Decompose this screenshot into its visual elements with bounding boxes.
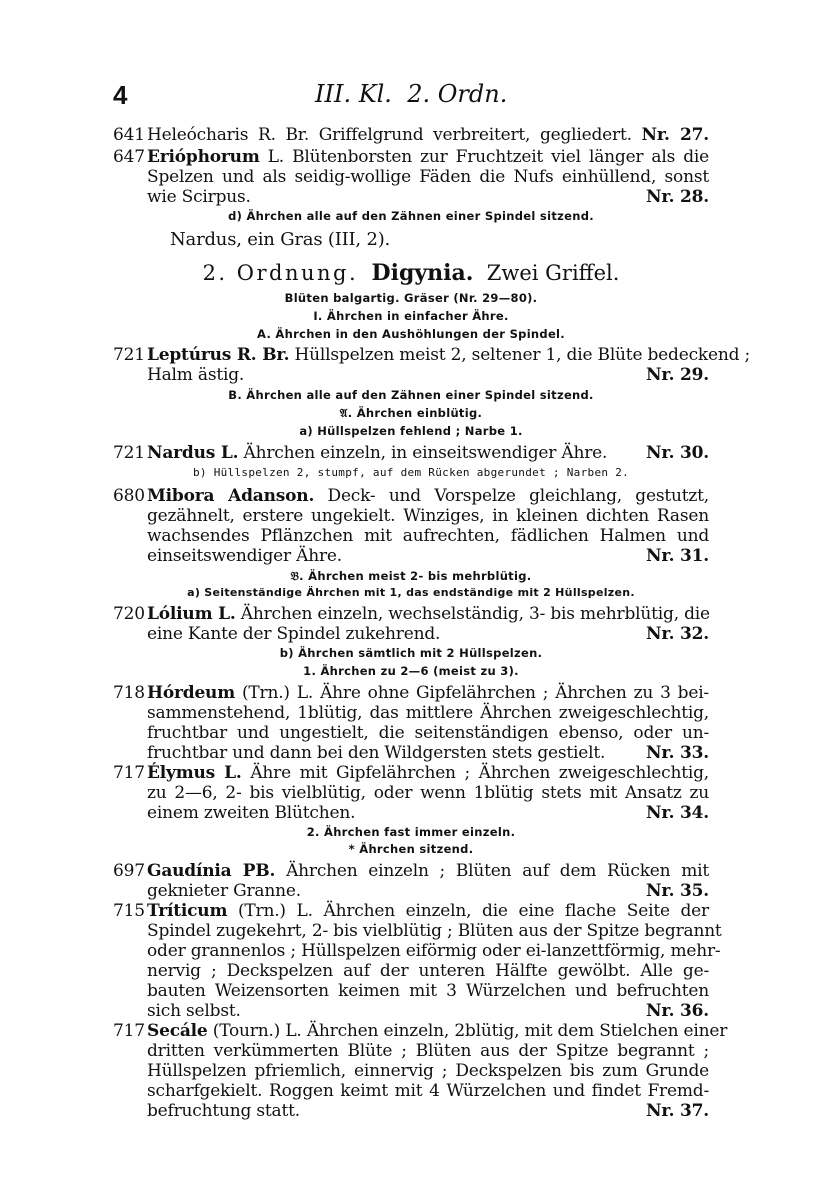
cross-reference: Nr. 36. bbox=[646, 1001, 709, 1021]
text-line: Spindel zugekehrt, 2- bis vielblütig ; Blüten aus der Spitze begrannt bbox=[147, 921, 722, 941]
genus-name: Nardus L. bbox=[147, 443, 239, 463]
entry-number: 715 bbox=[113, 901, 145, 921]
running-title: III. Kl. 2. Ordn. bbox=[315, 80, 508, 108]
text-line: dritten verkümmerten Blüte ; Blüten aus der Spitze begrannt ; bbox=[147, 1041, 709, 1061]
genus-author: L. bbox=[267, 147, 284, 167]
key-heading: 𝔅. Ährchen meist 2- bis mehrblütig. bbox=[290, 569, 532, 583]
text-line: sammenstehend, 1blütig, das mittlere Ährchen zweigeschlechtig, bbox=[147, 703, 709, 723]
text-line: gezähnelt, erstere ungekielt. Winziges, in kleinen dichten Rasen bbox=[147, 506, 709, 526]
entry-gaudinia: 697 Gaudínia PB. Ährchen einzeln ; Blüten auf dem Rücken mit bbox=[113, 861, 709, 881]
page-number: 4 bbox=[113, 80, 128, 110]
key-heading: d) Ährchen alle auf den Zähnen einer Spindel sitzend. bbox=[228, 209, 594, 223]
entry-eriophorum: 647 Erióphorum L. Blütenborsten zur Fruchtzeit viel länger als die bbox=[113, 147, 709, 167]
text-line: bauten Weizensorten keimen mit 3 Würzelchen und befruchten bbox=[147, 981, 709, 1001]
text-line: zu 2—6, 2- bis vielblütig, oder wenn 1blütig stets mit Ansatz zu bbox=[147, 783, 709, 803]
cross-reference: Nr. 28. bbox=[646, 187, 709, 207]
key-heading: a) Hüllspelzen fehlend ; Narbe 1. bbox=[299, 424, 523, 438]
entry-secale: 717 Secále (Tourn.) L. Ährchen einzeln, 2blütig, mit dem Stielchen einer bbox=[113, 1021, 728, 1041]
entry-number: 697 bbox=[113, 861, 145, 881]
key-heading: 𝔄. Ährchen einblütig. bbox=[339, 406, 483, 420]
text-line: nervig ; Deckspelzen auf der unteren Hälfte gewölbt. Alle ge- bbox=[147, 961, 709, 981]
text-line: Hüllspelzen pfriemlich, einnervig ; Deckspelzen bis zum Grunde bbox=[147, 1061, 709, 1081]
entry-number: 718 bbox=[113, 683, 145, 703]
genus-author: (Tourn.) L. bbox=[212, 1021, 302, 1041]
genus-name: Heleócharis bbox=[147, 125, 249, 145]
section-heading: 2. Ordnung. Digynia. Zwei Griffel. bbox=[202, 260, 620, 286]
key-heading: A. Ährchen in den Aushöhlungen der Spindel. bbox=[257, 327, 565, 341]
text-line: einem zweiten Blütchen. Nr. 34. bbox=[147, 803, 709, 823]
text-line: befruchtung statt. Nr. 37. bbox=[147, 1101, 709, 1121]
cross-reference: Nr. 30. bbox=[646, 443, 709, 463]
cross-reference: Nr. 27. bbox=[641, 125, 709, 145]
genus-name: Erióphorum bbox=[147, 147, 260, 167]
entry-triticum: 715 Tríticum (Trn.) L. Ährchen einzeln, die eine flache Seite der bbox=[113, 901, 709, 921]
cross-reference: Nr. 34. bbox=[646, 803, 709, 823]
text-line: fruchtbar und dann bei den Wildgersten stets gestielt. Nr. 33. bbox=[147, 743, 709, 763]
text-line: wie Scirpus. Nr. 28. bbox=[147, 187, 709, 207]
cross-reference: Nr. 29. bbox=[646, 365, 709, 385]
key-heading: B. Ährchen alle auf den Zähnen einer Spindel sitzend. bbox=[228, 388, 594, 402]
genus-name: Mibora Adanson. bbox=[147, 486, 315, 506]
genus-name: Lólium L. bbox=[147, 604, 236, 624]
text-line: einseitswendiger Ähre. Nr. 31. bbox=[147, 546, 709, 566]
entry-lepturus: 721 Leptúrus R. Br. Hüllspelzen meist 2, seltener 1, die Blüte bedeckend ; bbox=[113, 345, 751, 365]
entry-heleocharis: 641 Heleócharis R. Br. Griffelgrund verbreitert, gegliedert. Nr. 27. bbox=[113, 125, 709, 145]
genus-name: Élymus L. bbox=[147, 763, 242, 783]
text-line: fruchtbar und ungestielt, die seitenständigen ebenso, oder un- bbox=[147, 723, 709, 743]
cross-reference: Nr. 37. bbox=[646, 1101, 709, 1121]
entry-number: 647 bbox=[113, 147, 145, 167]
text-line: Halm ästig. Nr. 29. bbox=[147, 365, 709, 385]
text-line: eine Kante der Spindel zukehrend. Nr. 32. bbox=[147, 624, 709, 644]
entry-number: 717 bbox=[113, 763, 145, 783]
key-heading: b) Hüllspelzen 2, stumpf, auf dem Rücken abgerundet ; Narben 2. bbox=[192, 466, 630, 479]
cross-reference: Nr. 32. bbox=[646, 624, 709, 644]
note-line: Nardus, ein Gras (III, 2). bbox=[170, 229, 391, 250]
genus-author: R. Br. bbox=[258, 125, 310, 145]
genus-name: Secále bbox=[147, 1021, 208, 1041]
genus-name: Hórdeum bbox=[147, 683, 236, 703]
entry-elymus: 717 Élymus L. Ähre mit Gipfelährchen ; Ährchen zweigeschlechtig, bbox=[113, 763, 709, 783]
cross-reference: Nr. 31. bbox=[646, 546, 709, 566]
key-heading: Blüten balgartig. Gräser (Nr. 29—80). bbox=[284, 291, 538, 305]
entry-lolium: 720 Lólium L. Ährchen einzeln, wechselständig, 3- bis mehrblütig, die bbox=[113, 604, 710, 624]
text-line: geknieter Granne. Nr. 35. bbox=[147, 881, 709, 901]
text-line: Spelzen und als seidig-wollige Fäden die Nufs einhüllend, sonst bbox=[147, 167, 709, 187]
genus-name: Gaudínia PB. bbox=[147, 861, 276, 881]
genus-name: Tríticum bbox=[147, 901, 228, 921]
key-heading: a) Seitenständige Ährchen mit 1, das endständige mit 2 Hüllspelzen. bbox=[187, 586, 635, 599]
cross-reference: Nr. 35. bbox=[646, 881, 709, 901]
entry-number: 680 bbox=[113, 486, 145, 506]
entry-hordeum: 718 Hórdeum (Trn.) L. Ähre ohne Gipfelährchen ; Ährchen zu 3 bei- bbox=[113, 683, 709, 703]
entry-number: 721 bbox=[113, 443, 145, 463]
key-heading: * Ährchen sitzend. bbox=[348, 842, 474, 856]
text-line: scharfgekielt. Roggen keimt mit 4 Würzelchen und findet Fremd- bbox=[147, 1081, 709, 1101]
text-line: oder grannenlos ; Hüllspelzen eiförmig oder ei-lanzettförmig, mehr- bbox=[147, 941, 721, 961]
key-heading: 1. Ährchen zu 2—6 (meist zu 3). bbox=[303, 664, 519, 678]
cross-reference: Nr. 33. bbox=[646, 743, 709, 763]
entry-number: 721 bbox=[113, 345, 145, 365]
entry-mibora: 680 Mibora Adanson. Deck- und Vorspelze gleichlang, gestutzt, bbox=[113, 486, 709, 506]
text-line: wachsendes Pflänzchen mit aufrechten, fädlichen Halmen und bbox=[147, 526, 709, 546]
entry-nardus: 721 Nardus L. Ährchen einzeln, in einseitswendiger Ähre. Nr. 30. bbox=[113, 443, 709, 463]
genus-name: Leptúrus R. Br. bbox=[147, 345, 290, 365]
key-heading: 2. Ährchen fast immer einzeln. bbox=[306, 825, 516, 839]
entry-number: 720 bbox=[113, 604, 145, 624]
genus-author: (Trn.) L. bbox=[237, 901, 313, 921]
entry-number: 641 bbox=[113, 125, 145, 145]
key-heading: b) Ährchen sämtlich mit 2 Hüllspelzen. bbox=[279, 646, 543, 660]
key-heading: I. Ährchen in einfacher Ähre. bbox=[313, 309, 509, 323]
genus-author: (Trn.) L. bbox=[241, 683, 314, 703]
entry-number: 717 bbox=[113, 1021, 145, 1041]
text-line: sich selbst. Nr. 36. bbox=[147, 1001, 709, 1021]
